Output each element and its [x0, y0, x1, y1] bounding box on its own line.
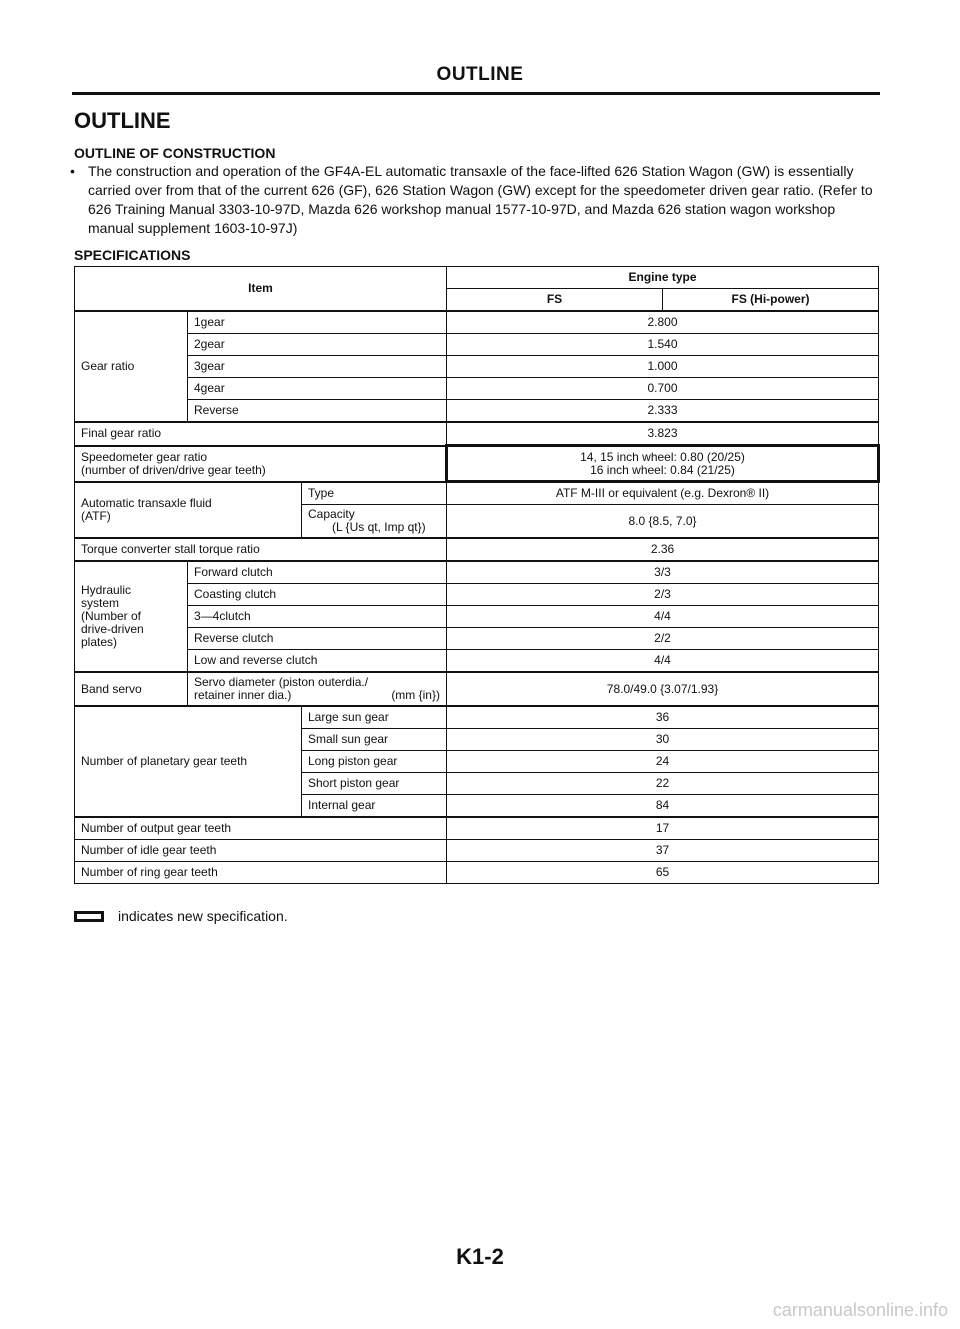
speedometer-value — [447, 446, 879, 482]
band-servo-desc-line1: Servo diameter (piston outerdia./ — [194, 675, 369, 689]
speedometer-value-line1: 14, 15 inch wheel: 0.80 (20/25) — [580, 449, 745, 464]
header-rule — [72, 92, 880, 95]
header-fs-hipower: FS (Hi-power) — [663, 289, 879, 312]
construction-paragraph — [70, 162, 878, 238]
table-row-label: Small sun gear — [302, 729, 447, 751]
atf-label — [75, 482, 302, 539]
bullet-icon: • — [70, 163, 75, 179]
hydraulic-label — [75, 561, 188, 672]
table-row-value: 30 — [447, 729, 879, 751]
table-row-label: Long piston gear — [302, 751, 447, 773]
hydraulic-label-line3: (Number of — [81, 609, 142, 623]
idle-gear-value: 37 — [447, 840, 879, 862]
band-servo-unit: (mm {in}) — [391, 688, 440, 702]
speedometer-label-line1: Speedometer gear ratio — [81, 449, 208, 464]
table-row-label: Coasting clutch — [188, 584, 447, 606]
table-row-value: 3/3 — [447, 561, 879, 584]
table-row-label: 3gear — [188, 356, 447, 378]
table-row-label: Reverse — [188, 400, 447, 423]
header-engine-type: Engine type — [447, 267, 879, 289]
gear-ratio-label: Gear ratio — [75, 311, 188, 422]
table-row-label: Forward clutch — [188, 561, 447, 584]
section-title: OUTLINE — [74, 108, 171, 133]
atf-label-line1: Automatic transaxle fluid — [81, 495, 212, 510]
table-row-value: 2/2 — [447, 628, 879, 650]
atf-capacity-label — [302, 505, 447, 539]
table-row-value: 2.333 — [447, 400, 879, 423]
speedometer-label — [75, 446, 447, 482]
final-gear-label: Final gear ratio — [75, 422, 447, 446]
watermark: carmanualsonline.info — [772, 1300, 948, 1320]
torque-converter-label: Torque converter stall torque ratio — [75, 538, 447, 561]
atf-capacity-text: Capacity — [308, 507, 355, 521]
header-fs: FS — [447, 289, 663, 312]
band-servo-label: Band servo — [75, 672, 188, 706]
table-row-value: 1.540 — [447, 334, 879, 356]
ring-gear-label: Number of ring gear teeth — [75, 862, 447, 884]
table-row-value: 36 — [447, 706, 879, 729]
specifications-table — [74, 266, 880, 884]
band-servo-desc-line2 — [194, 689, 440, 702]
table-row-label: Internal gear — [302, 795, 447, 818]
table-row-value: 2.800 — [447, 311, 879, 334]
final-gear-value: 3.823 — [447, 422, 879, 446]
atf-type-value: ATF M-III or equivalent (e.g. Dexron® II) — [447, 482, 879, 505]
atf-label-line2: (ATF) — [81, 508, 111, 523]
output-gear-value: 17 — [447, 817, 879, 840]
table-row-label: 4gear — [188, 378, 447, 400]
speedometer-label-line2: (number of driven/drive gear teeth) — [81, 462, 266, 477]
atf-capacity-unit: (L {Us qt, Imp qt}) — [332, 520, 426, 534]
output-gear-label: Number of output gear teeth — [75, 817, 447, 840]
table-row-label: 3—4clutch — [188, 606, 447, 628]
table-row-value: 4/4 — [447, 606, 879, 628]
band-servo-value: 78.0/49.0 {3.07/1.93} — [447, 672, 879, 706]
construction-heading: OUTLINE OF CONSTRUCTION — [74, 145, 276, 161]
table-row-value: 84 — [447, 795, 879, 818]
page-number: K1-2 — [456, 1244, 504, 1269]
legend-text: indicates new specification. — [118, 908, 288, 924]
planetary-label: Number of planetary gear teeth — [75, 706, 302, 817]
hydraulic-label-line5: plates) — [81, 635, 118, 649]
atf-capacity-value: 8.0 {8.5, 7.0} — [447, 505, 879, 539]
table-row-label: Large sun gear — [302, 706, 447, 729]
construction-text: The construction and operation of the GF4A-EL automatic transaxle of the face-lifted 626 Station Wagon (GW) is essentially carried over from that of the current 626 (GF), 626 Station Wagon (GW) except for the speedometer driven gear ratio. (Refer to 626 Training Manual 3303-10-97D, Mazda 626 workshop manual 1577-10-97D, and Mazda 626 station wagon workshop manual supplement 1603-10-97J) — [88, 163, 873, 236]
table-row-label: 1gear — [188, 311, 447, 334]
hydraulic-label-line1: Hydraulic — [81, 583, 132, 597]
atf-type-label: Type — [302, 482, 447, 505]
page-header-title: OUTLINE — [436, 64, 524, 85]
hydraulic-label-line2: system — [81, 596, 120, 610]
table-row-value: 1.000 — [447, 356, 879, 378]
table-row-label: Low and reverse clutch — [188, 650, 447, 673]
table-row-label: Short piston gear — [302, 773, 447, 795]
hydraulic-label-line4: drive-driven — [81, 622, 144, 636]
speedometer-value-line2: 16 inch wheel: 0.84 (21/25) — [590, 462, 735, 477]
table-row-label: 2gear — [188, 334, 447, 356]
new-spec-box-icon — [74, 911, 104, 922]
table-row-value: 22 — [447, 773, 879, 795]
torque-converter-value: 2.36 — [447, 538, 879, 561]
table-row-label: Reverse clutch — [188, 628, 447, 650]
header-item: Item — [75, 267, 447, 312]
idle-gear-label: Number of idle gear teeth — [75, 840, 447, 862]
band-servo-desc-text: retainer inner dia.) — [194, 688, 292, 702]
table-row-value: 0.700 — [447, 378, 879, 400]
specifications-heading: SPECIFICATIONS — [74, 247, 191, 263]
table-row-value: 2/3 — [447, 584, 879, 606]
band-servo-desc — [188, 672, 447, 706]
new-spec-legend — [74, 908, 288, 924]
table-row-value: 4/4 — [447, 650, 879, 673]
table-row-value: 24 — [447, 751, 879, 773]
ring-gear-value: 65 — [447, 862, 879, 884]
